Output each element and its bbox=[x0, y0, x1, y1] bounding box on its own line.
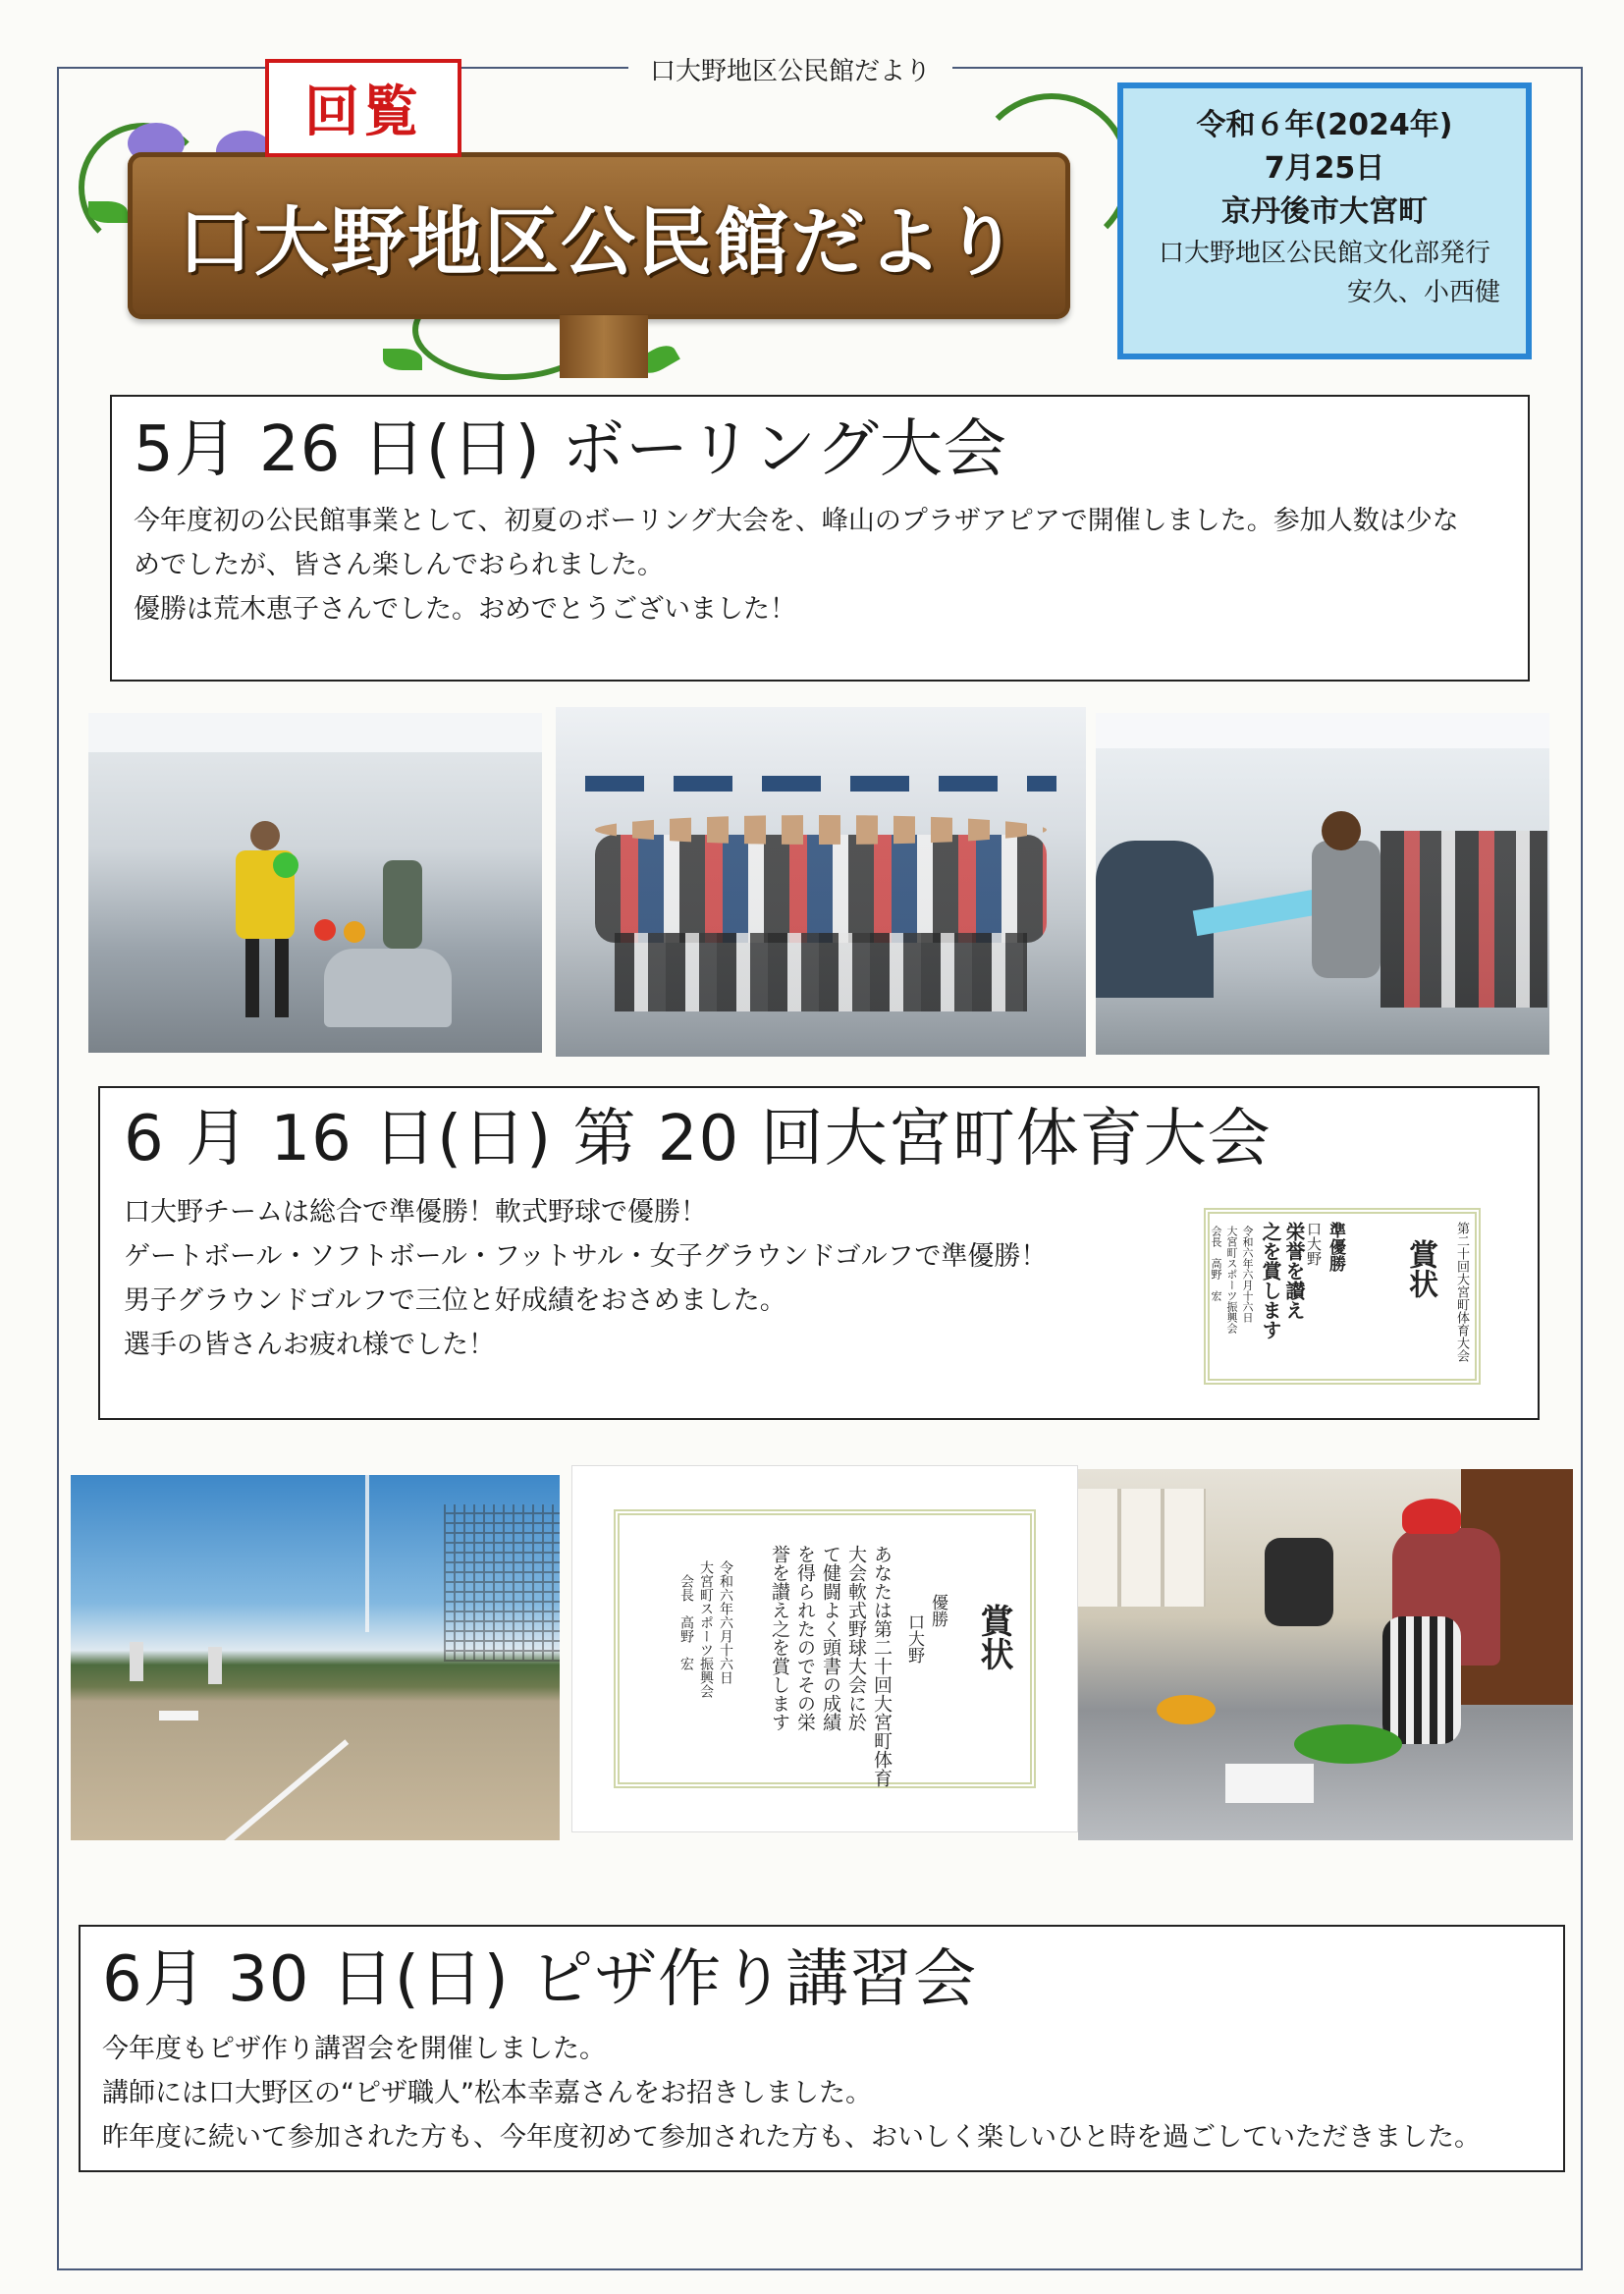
certificate-team: 口大野 bbox=[904, 1613, 924, 1664]
certificate-signer: 会長 高野 宏 bbox=[678, 1574, 694, 1670]
certificate-body: 誉を讃え之を賞します bbox=[769, 1545, 790, 1731]
photo-baseball-field bbox=[71, 1475, 560, 1840]
issue-location: 京丹後市大宮町 bbox=[1221, 194, 1428, 229]
certificate-body: 之を賞します bbox=[1259, 1222, 1282, 1339]
section-text-line: 今年度もピザ作り講習会を開催しました。 bbox=[102, 2034, 606, 2064]
section-text-line: 男子グラウンドゴルフで三位と好成績をおさめました。 bbox=[124, 1285, 786, 1316]
certificate-org: 大宮町スポーツ振興会 bbox=[698, 1560, 714, 1698]
certificate-body: 栄誉を讃え bbox=[1282, 1222, 1306, 1320]
photo-pizza-workshop bbox=[1078, 1469, 1573, 1840]
section-text-line: 選手の皆さんお疲れ様でした！ bbox=[124, 1330, 495, 1360]
certificate-body: 大会軟式野球大会に於 bbox=[845, 1545, 867, 1731]
leaf-icon bbox=[88, 201, 128, 223]
section-text-line: 優勝は荒木恵子さんでした。おめでとうございました！ bbox=[134, 594, 796, 625]
certificate-award: 準優勝 bbox=[1326, 1222, 1345, 1272]
certificate-title: 賞状 bbox=[974, 1604, 1013, 1670]
section-text-line: 講師には口大野区の“ピザ職人”松本幸嘉さんをお招きしました。 bbox=[102, 2078, 872, 2108]
certificate-date: 令和六年六月十六日 bbox=[1241, 1226, 1254, 1323]
certificate-org: 大宮町スポーツ振興会 bbox=[1225, 1226, 1238, 1334]
board-post bbox=[560, 315, 648, 378]
certificate-date: 令和六年六月十六日 bbox=[718, 1560, 733, 1684]
section-bowling bbox=[110, 395, 1530, 682]
publisher: 口大野地区公民館文化部発行 bbox=[1158, 239, 1490, 268]
certificate-image-small bbox=[1196, 1200, 1489, 1393]
editors: 安久、小西健 bbox=[1346, 278, 1500, 307]
issue-year: 令和６年(2024年) bbox=[1196, 108, 1453, 142]
photo-bowling-group bbox=[556, 707, 1086, 1057]
leaf-icon bbox=[383, 349, 422, 370]
certificate-signer: 会長 高野 宏 bbox=[1210, 1226, 1222, 1301]
kairan-stamp: 回覧 bbox=[265, 59, 461, 157]
newsletter-title: 口大野地区公民館だより bbox=[178, 197, 1020, 286]
certificate-image-large bbox=[571, 1465, 1078, 1832]
photo-bowling-player bbox=[88, 713, 542, 1053]
photo-bowling-award bbox=[1096, 713, 1549, 1055]
section-heading: 6月 30 日(日) ピザ作り講習会 bbox=[102, 1943, 978, 2016]
section-text-line: めでしたが、皆さん楽しんでおられました。 bbox=[134, 550, 664, 580]
certificate-body: て健闘よく頭書の成績 bbox=[820, 1545, 841, 1731]
issue-date: 7月25日 bbox=[1264, 151, 1385, 186]
certificate-body: を得られたのでその栄 bbox=[794, 1545, 816, 1731]
certificate-award: 優勝 bbox=[928, 1594, 947, 1627]
certificate-title: 賞状 bbox=[1403, 1239, 1437, 1298]
publication-info-box bbox=[1117, 82, 1532, 359]
header-signboard bbox=[88, 54, 1100, 378]
section-text-line: 口大野チームは総合で準優勝！軟式野球で優勝！ bbox=[124, 1197, 707, 1228]
top-caption: 口大野地区公民館だより bbox=[628, 51, 952, 87]
section-text-line: 今年度初の公民館事業として、初夏のボーリング大会を、峰山のプラザアピアで開催しました。参加人数は少な bbox=[134, 506, 1459, 536]
section-heading: 5月 26 日(日) ボーリング大会 bbox=[134, 413, 1007, 486]
certificate-body: あなたは第二十回大宮町体育 bbox=[871, 1545, 893, 1787]
section-text-line: 昨年度に続いて参加された方も、今年度初めて参加された方も、おいしく楽しいひと時を過ごしていただきました。 bbox=[102, 2122, 1481, 2153]
section-heading: 6 月 16 日(日) 第 20 回大宮町体育大会 bbox=[124, 1103, 1272, 1175]
certificate-team: 口大野 bbox=[1305, 1222, 1323, 1266]
section-text-line: ゲートボール・ソフトボール・フットサル・女子グラウンドゴルフで準優勝！ bbox=[124, 1241, 1048, 1272]
certificate-event: 第二十回大宮町体育大会 bbox=[1454, 1222, 1469, 1362]
section-pizza-workshop bbox=[79, 1925, 1565, 2172]
